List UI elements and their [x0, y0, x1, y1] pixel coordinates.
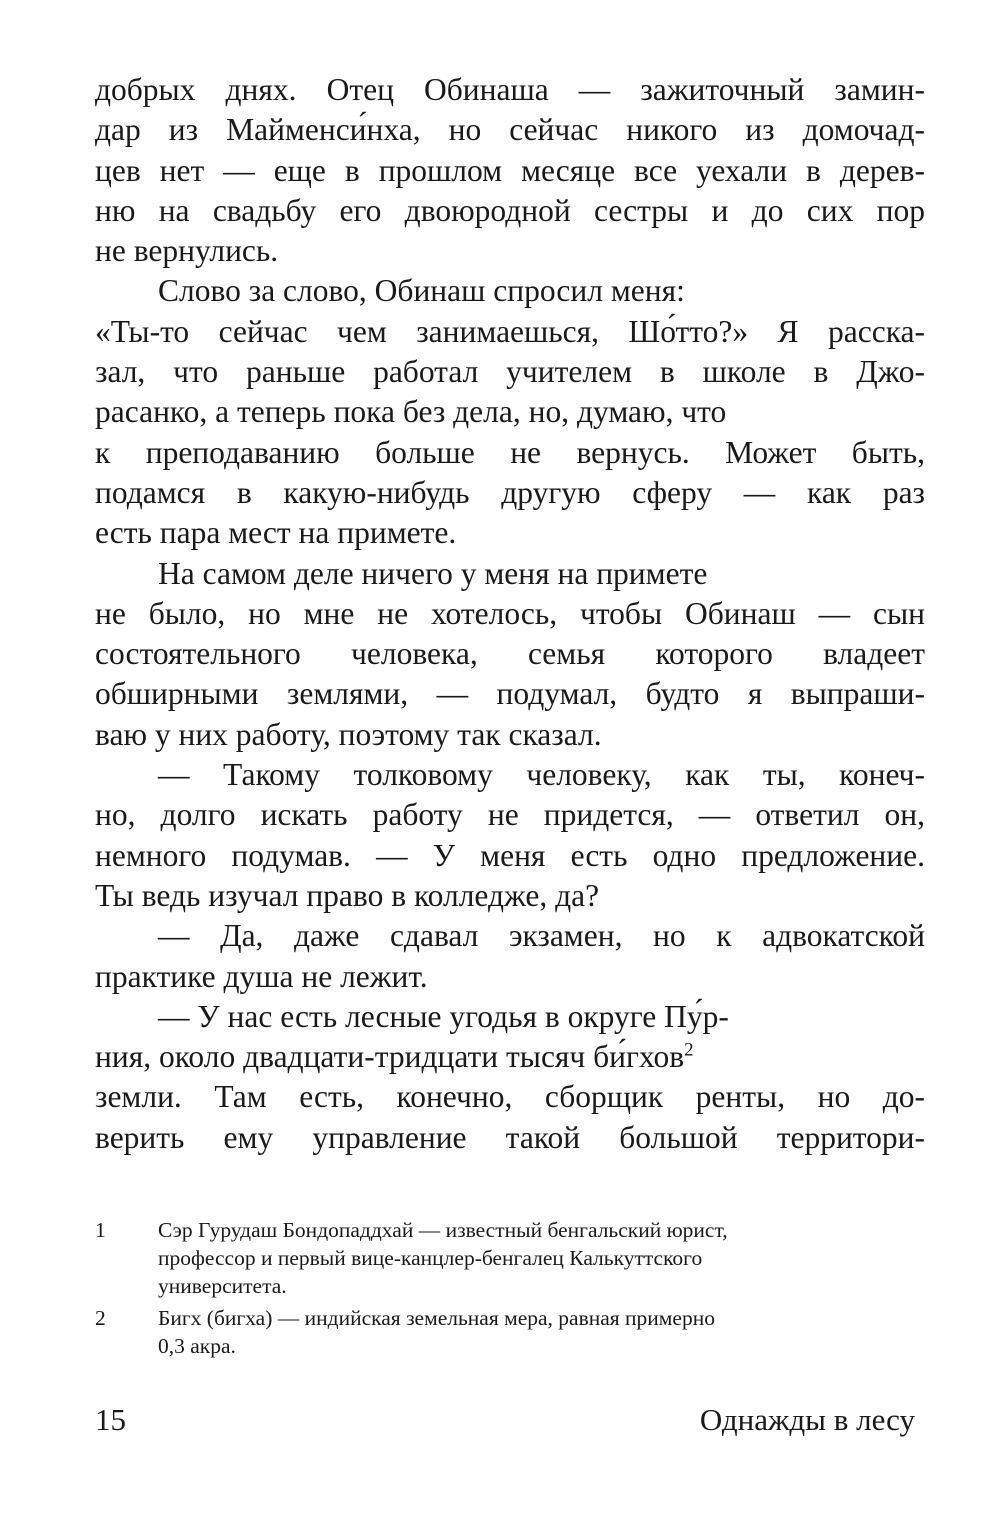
text-line: — У нас есть лесные угодья в округе Пу́р- [158, 998, 729, 1034]
text-line: состоятельного человека, семья которого владеет [95, 636, 925, 672]
footnote-number: 2 [95, 1306, 106, 1330]
text-line: есть пара мест на примете. [95, 515, 457, 551]
text-line: дар из Майменси́нха, но сейчас никого из домочад- [95, 112, 925, 148]
footnote-number: 1 [95, 1218, 106, 1242]
footnote-line: университета. [158, 1274, 287, 1298]
footnote-line: Бигх (бигха) — индийская земельная мера, равная примерно [158, 1306, 715, 1330]
text-line: подамся в какую-нибудь другую сферу — как раз [95, 474, 925, 510]
page-number: 15 [95, 1402, 126, 1437]
footnote [95, 1304, 925, 1360]
footnote-line: Сэр Гурудаш Бондопаддхай — известный бенгальский юрист, [158, 1218, 728, 1242]
text-line: практике душа не лежит. [95, 958, 428, 994]
text-line: не вернулись. [95, 233, 279, 269]
text-line: зал, что раньше работал учителем в школе в Джо- [95, 354, 925, 390]
footnote [95, 1216, 925, 1300]
footnote-line: профессор и первый вице-канцлер-бенгалец Калькуттского [158, 1246, 703, 1270]
text-line: не было, но мне не хотелось, чтобы Обинаш — сын [95, 595, 925, 631]
text-line: верить ему управление такой большой территори- [95, 1119, 925, 1155]
text-line: Ты ведь изучал право в колледже, да? [95, 877, 600, 913]
text-line: немного подумав. — У меня есть одно предложение. [95, 837, 925, 873]
text-line: но, долго искать работу не придется, — ответил он, [95, 797, 925, 833]
text-line: к преподаванию больше не вернусь. Может быть, [95, 434, 925, 470]
main-text [95, 70, 925, 1158]
text-line: — Такому толковому человеку, как ты, конеч- [158, 757, 925, 793]
text-line: — Да, даже сдавал экзамен, но к адвокатской [158, 918, 925, 954]
text-line: земли. Там есть, конечно, сборщик ренты, но до- [95, 1079, 925, 1115]
text-line: На самом деле ничего у меня на примете [158, 555, 708, 591]
text-line [95, 1037, 925, 1077]
text-line: ню на свадьбу его двоюродной сестры и до сих пор [95, 192, 925, 228]
text-line: расанко, а теперь пока без дела, но, думаю, что [95, 394, 727, 430]
text-line: цев нет — еще в прошлом месяце все уехали в дерев- [95, 152, 925, 188]
text-line: добрых днях. Отец Обинаша — зажиточный замин- [95, 72, 925, 107]
text-line: Слово за слово, Обинаш спросил меня: [158, 273, 685, 309]
text-segment: ния, около двадцати-тридцати тысяч би́гхов [95, 1039, 685, 1075]
running-title: Однажды в лесу [699, 1402, 915, 1437]
text-line: обширными землями, — подумал, будто я выпраши- [95, 676, 925, 712]
footnote-line: 0,3 акра. [158, 1334, 236, 1358]
text-line: «Ты-то сейчас чем занимаешься, Шо́тто?» Я расска- [95, 313, 925, 349]
footnote-reference[interactable]: 2 [684, 1039, 694, 1061]
footnotes [95, 1216, 925, 1364]
text-line: ваю у них работу, поэтому так сказал. [95, 716, 602, 752]
